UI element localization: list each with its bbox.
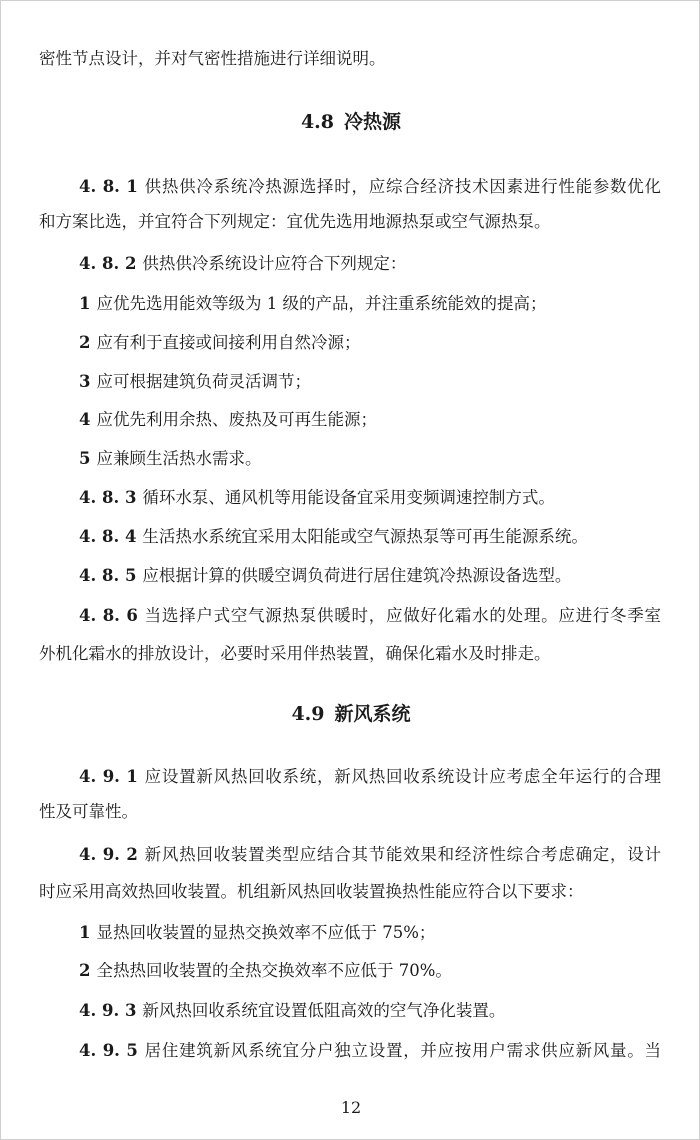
- clause-number: 4. 8. 6: [79, 606, 138, 625]
- continuation-text: 密性节点设计，并对气密性措施进行详细说明。: [39, 49, 386, 68]
- item-number: 1: [79, 923, 91, 942]
- clause-4-8-6-continued: 外机化霜水的排放设计，必要时采用伴热装置，确保化霜水及时排走。: [39, 644, 551, 663]
- item-number: 2: [79, 333, 91, 352]
- clause-4-8-1-continued: 和方案比选，并宜符合下列规定：宜优先选用地源热泵或空气源热泵。: [39, 212, 551, 231]
- clause-4-8-4: [1, 525, 700, 549]
- clause-4-9-1-continued: 性及可靠性。: [39, 802, 138, 821]
- item-number: 2: [79, 961, 91, 980]
- item-number: 5: [79, 449, 91, 468]
- clause-4-8-5: [1, 564, 700, 588]
- clause-text: 当选择户式空气源热泵供暖时，应做好化霜水的处理。应进行冬季室: [143, 606, 662, 625]
- clause-text: 应根据计算的供暖空调负荷进行居住建筑冷热源设备选型。: [142, 566, 572, 585]
- list-item-2: [1, 959, 700, 983]
- clause-number: 4. 8. 5: [79, 566, 137, 585]
- list-item-1: [1, 921, 700, 945]
- item-text: 应有利于直接或间接利用自然冷源；: [96, 333, 361, 352]
- list-item-1: [1, 292, 700, 316]
- clause-text: 居住建筑新风系统宜分户独立设置，并应按用户需求供应新风量。当: [143, 1041, 662, 1060]
- item-text: 应兼顾生活热水需求。: [96, 449, 262, 468]
- clause-4-8-3: [1, 486, 700, 510]
- section-title: 冷热源: [344, 111, 402, 133]
- clause-4-8-2: [1, 252, 700, 276]
- clause-text: 供热供冷系统冷热源选择时，应综合经济技术因素进行性能参数优化: [143, 177, 662, 196]
- clause-text: 生活热水系统宜采用太阳能或空气源热泵等可再生能源系统。: [142, 527, 588, 546]
- clause-number: 4. 9. 5: [79, 1041, 138, 1060]
- item-text: 应可根据建筑负荷灵活调节；: [96, 372, 311, 391]
- clause-number: 4. 8. 2: [79, 254, 137, 273]
- clause-4-8-6: [1, 604, 700, 628]
- clause-4-9-2: [1, 843, 700, 867]
- clause-text: 新风热回收系统宜设置低阻高效的空气净化装置。: [142, 1001, 506, 1020]
- clause-4-8-1: [1, 175, 700, 199]
- clause-4-9-1: [1, 765, 700, 789]
- list-item-4: [1, 408, 700, 432]
- item-number: 1: [79, 294, 91, 313]
- clause-number: 4. 8. 3: [79, 488, 137, 507]
- page-number: 12: [340, 1098, 362, 1117]
- item-text: 应优先利用余热、废热及可再生能源；: [96, 410, 377, 429]
- section-heading-4-9: [1, 701, 700, 727]
- item-text: 全热热回收装置的全热交换效率不应低于 70%。: [96, 961, 452, 980]
- list-item-3: [1, 370, 700, 394]
- item-text: 显热回收装置的显热交换效率不应低于 75%；: [96, 923, 436, 942]
- section-number: 4.8: [300, 111, 335, 133]
- clause-number: 4. 9. 3: [79, 1001, 137, 1020]
- clause-number: 4. 9. 2: [79, 845, 138, 864]
- clause-text: 新风热回收装置类型应结合其节能效果和经济性综合考虑确定，设计: [143, 845, 662, 864]
- clause-4-9-3: [1, 999, 700, 1023]
- section-number: 4.9: [291, 703, 325, 725]
- clause-number: 4. 9. 1: [79, 767, 138, 786]
- clause-4-9-2-continued: 时应采用高效热回收装置。机组新风热回收装置换热性能应符合以下要求：: [39, 882, 584, 901]
- clause-number: 4. 8. 1: [79, 177, 138, 196]
- clause-text: 应设置新风热回收系统，新风热回收系统设计应考虑全年运行的合理: [143, 767, 662, 786]
- clause-number: 4. 8. 4: [79, 527, 137, 546]
- section-heading-4-8: [1, 109, 700, 135]
- section-title: 新风系统: [334, 703, 411, 725]
- clause-text: 供热供冷系统设计应符合下列规定：: [142, 254, 407, 273]
- list-item-2: [1, 331, 700, 355]
- item-number: 3: [79, 372, 91, 391]
- list-item-5: [1, 447, 700, 471]
- item-number: 4: [79, 410, 91, 429]
- clause-text: 循环水泵、通风机等用能设备宜采用变频调速控制方式。: [142, 488, 555, 507]
- clause-4-9-5: [1, 1039, 700, 1063]
- item-text: 应优先选用能效等级为 1 级的产品，并注重系统能效的提高；: [96, 294, 547, 313]
